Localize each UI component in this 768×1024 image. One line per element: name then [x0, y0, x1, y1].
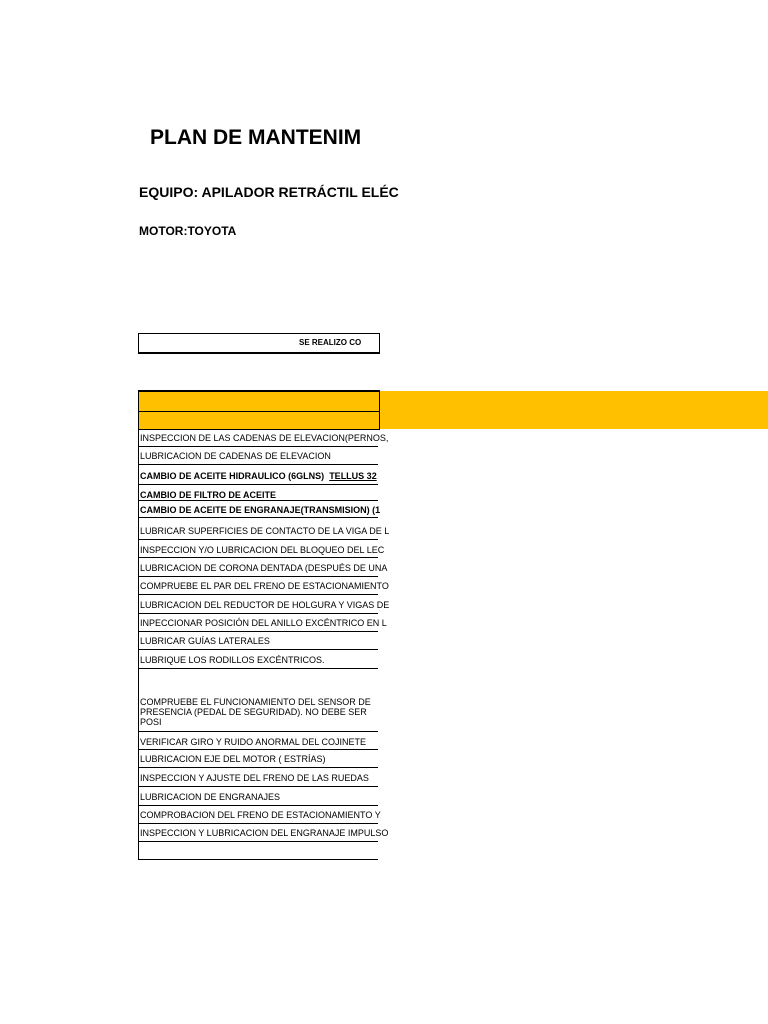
table-header: [138, 390, 380, 430]
table-row: INSPECCION Y LUBRICACION DEL ENGRANAJE IMPULSO: [138, 824, 378, 842]
table-row: COMPRUEBE EL FUNCIONAMIENTO DEL SENSOR DE PRESENCIA (PEDAL DE SEGURIDAD). NO DEBE SER POSI: [138, 669, 378, 732]
table-header-divider: [139, 411, 379, 412]
realizo-text: SE REALIZO CO: [299, 338, 362, 347]
table-row: LUBRICACION DE ENGRANAJES: [138, 787, 378, 806]
equipment-label: EQUIPO: APILADOR RETRÁCTIL ELÉC: [139, 184, 399, 200]
table-row: INSPECCION Y/O LUBRICACION DEL BLOQUEO DEL LEC: [138, 540, 378, 558]
table-row: INPECCIONAR POSICIÓN DEL ANILLO EXCÉNTRICO EN L: [138, 614, 378, 632]
motor-label: MOTOR:TOYOTA: [139, 224, 237, 238]
table-row: VERIFICAR GIRO Y RUIDO ANORMAL DEL COJINETE: [138, 732, 378, 750]
page-title: PLAN DE MANTENIM: [150, 126, 362, 149]
table-row: INSPECCION DE LAS CADENAS DE ELEVACION(PERNOS,: [138, 430, 378, 447]
table-row: COMPROBACION DEL FRENO DE ESTACIONAMIENTO Y: [138, 806, 378, 824]
table-row: LUBRICACION DE CADENAS DE ELEVACION: [138, 447, 378, 465]
table-row: LUBRICAR SUPERFICIES DE CONTACTO DE LA VIGA DE L: [138, 518, 378, 540]
table-row: LUBRICAR GUÍAS LATERALES: [138, 632, 378, 650]
table-row: COMPRUEBE EL PAR DEL FRENO DE ESTACIONAMIENTO: [138, 577, 378, 595]
table-row: CAMBIO DE ACEITE HIDRAULICO (6GLNS) TELLUS 32: [138, 465, 378, 485]
table-row: LUBRIQUE LOS RODILLOS EXCÉNTRICOS.: [138, 650, 378, 669]
table-row: LUBRICACION EJE DEL MOTOR ( ESTRÍAS): [138, 750, 378, 768]
table-row: CAMBIO DE FILTRO DE ACEITE: [138, 485, 378, 501]
header-highlight-band: [361, 391, 768, 429]
tellus-label: TELLUS 32: [329, 471, 377, 481]
table-row-empty: [138, 842, 378, 860]
table-row: INSPECCION Y AJUSTE DEL FRENO DE LAS RUEDAS: [138, 768, 378, 787]
table-row: CAMBIO DE ACEITE DE ENGRANAJE(TRANSMISION) (1: [138, 501, 378, 518]
table-row: LUBRICACION DEL REDUCTOR DE HOLGURA Y VIGAS DE: [138, 595, 378, 614]
table-row: LUBRICACION DE CORONA DENTADA (DESPUÉS DE UNA: [138, 558, 378, 577]
realizo-box: [138, 333, 380, 354]
